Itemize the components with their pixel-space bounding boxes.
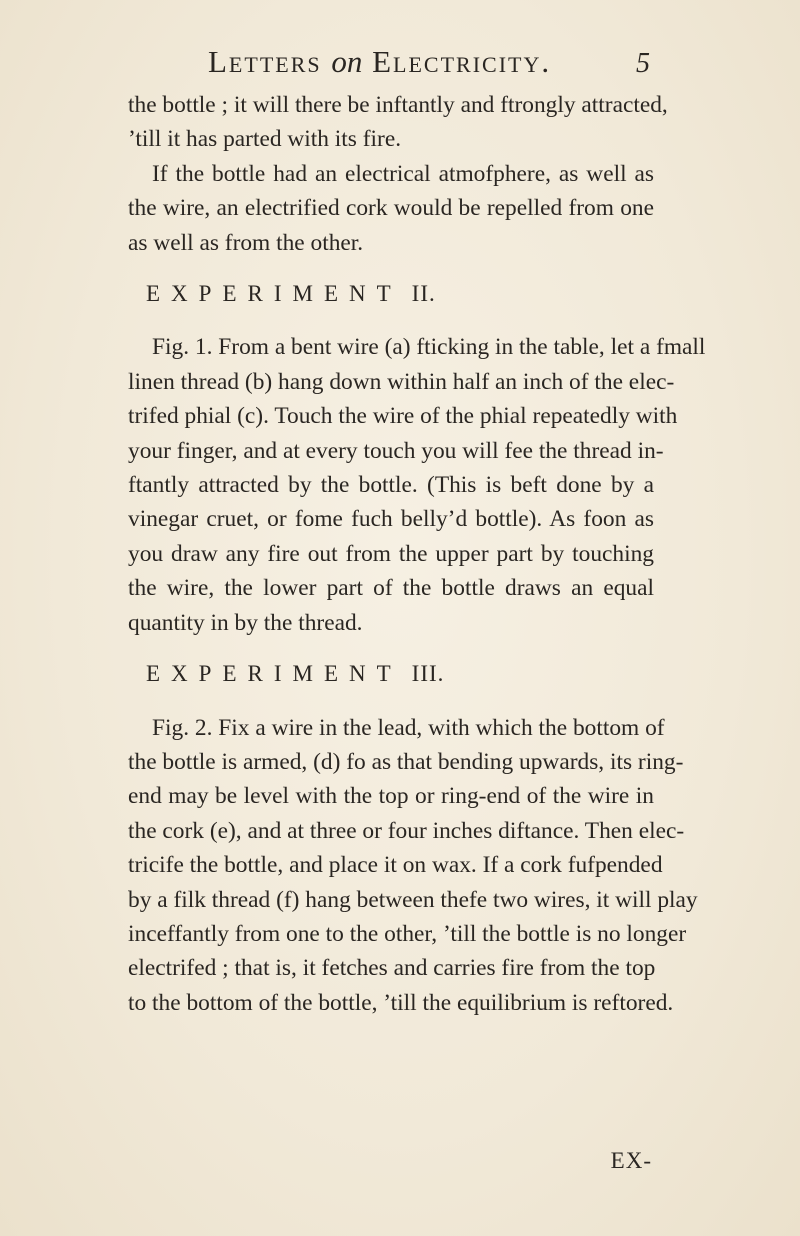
- text-line: to the bottom of the bottle, ’till the equilibrium is reftored.: [128, 989, 674, 1016]
- text-line: tricife the bottle, and place it on wax. If a cork fufpended: [128, 852, 663, 879]
- text-line: the bottle ; it will there be inftantly and ftrongly attracted,: [128, 92, 668, 118]
- page-header: [130, 44, 650, 84]
- text-line: If the bottle had an electrical atmofphere, as well as: [152, 160, 654, 187]
- text-line: inceffantly from one to the other, ’till the bottle is no longer: [128, 920, 687, 947]
- experiment-heading-text: EXPERIMENT: [146, 661, 402, 687]
- text-line: Fig. 2. Fix a wire in the lead, with which the bottom of: [152, 714, 665, 741]
- catchword: EX-: [610, 1148, 652, 1173]
- running-head-word-1: Letters: [208, 44, 322, 79]
- text-line: by a filk thread (f) hang between thefe two wires, it will play: [128, 886, 698, 913]
- text-line: end may be level with the top or ring-end of the wire in: [128, 783, 654, 810]
- text-line: ftantly attracted by the bottle. (This is beft done by a: [128, 472, 654, 499]
- experiment-number: II.: [411, 281, 436, 307]
- body-text: [128, 88, 706, 1020]
- text-line: as well as from the other.: [128, 229, 364, 256]
- paragraph-2: [128, 157, 654, 260]
- paragraph-1: [128, 88, 668, 157]
- experiment-2-text: [128, 330, 706, 640]
- text-line: quantity in by the thread.: [128, 609, 363, 636]
- experiment-number: III.: [411, 661, 445, 687]
- text-line: trifed phial (c). Touch the wire of the phial repeatedly with: [128, 403, 678, 430]
- text-line: ’till it has parted with its fire.: [128, 126, 402, 153]
- text-line: the cork (e), and at three or four inches diftance. Then elec-: [128, 817, 685, 844]
- experiment-heading-text: EXPERIMENT: [146, 281, 402, 307]
- running-head-word-on: on: [331, 44, 363, 79]
- text-line: Fig. 1. From a bent wire (a) fticking in the table, let a fmall: [152, 334, 706, 361]
- experiment-3-text: [128, 711, 698, 1021]
- experiment-2-heading: [128, 277, 654, 311]
- text-line: the wire, an electrified cork would be repelled from one: [128, 195, 654, 222]
- text-line: the bottle is armed, (d) fo as that bending upwards, its ring-: [128, 748, 684, 775]
- text-line: your finger, and at every touch you will fee the thread in-: [128, 437, 664, 464]
- text-line: you draw any fire out from the upper part by touching: [128, 540, 654, 567]
- text-line: vinegar cruet, or fome fuch belly’d bottle). As foon as: [128, 506, 654, 533]
- experiment-3-heading: [128, 657, 654, 691]
- page-number: 5: [636, 48, 650, 79]
- text-line: linen thread (b) hang down within half an inch of the elec-: [128, 368, 675, 395]
- running-head-word-2: Electricity.: [372, 44, 552, 79]
- running-head: [208, 44, 551, 80]
- text-line: the wire, the lower part of the bottle draws an equal: [128, 575, 654, 602]
- text-line: electrifed ; that is, it fetches and carries fire from the top: [128, 955, 656, 982]
